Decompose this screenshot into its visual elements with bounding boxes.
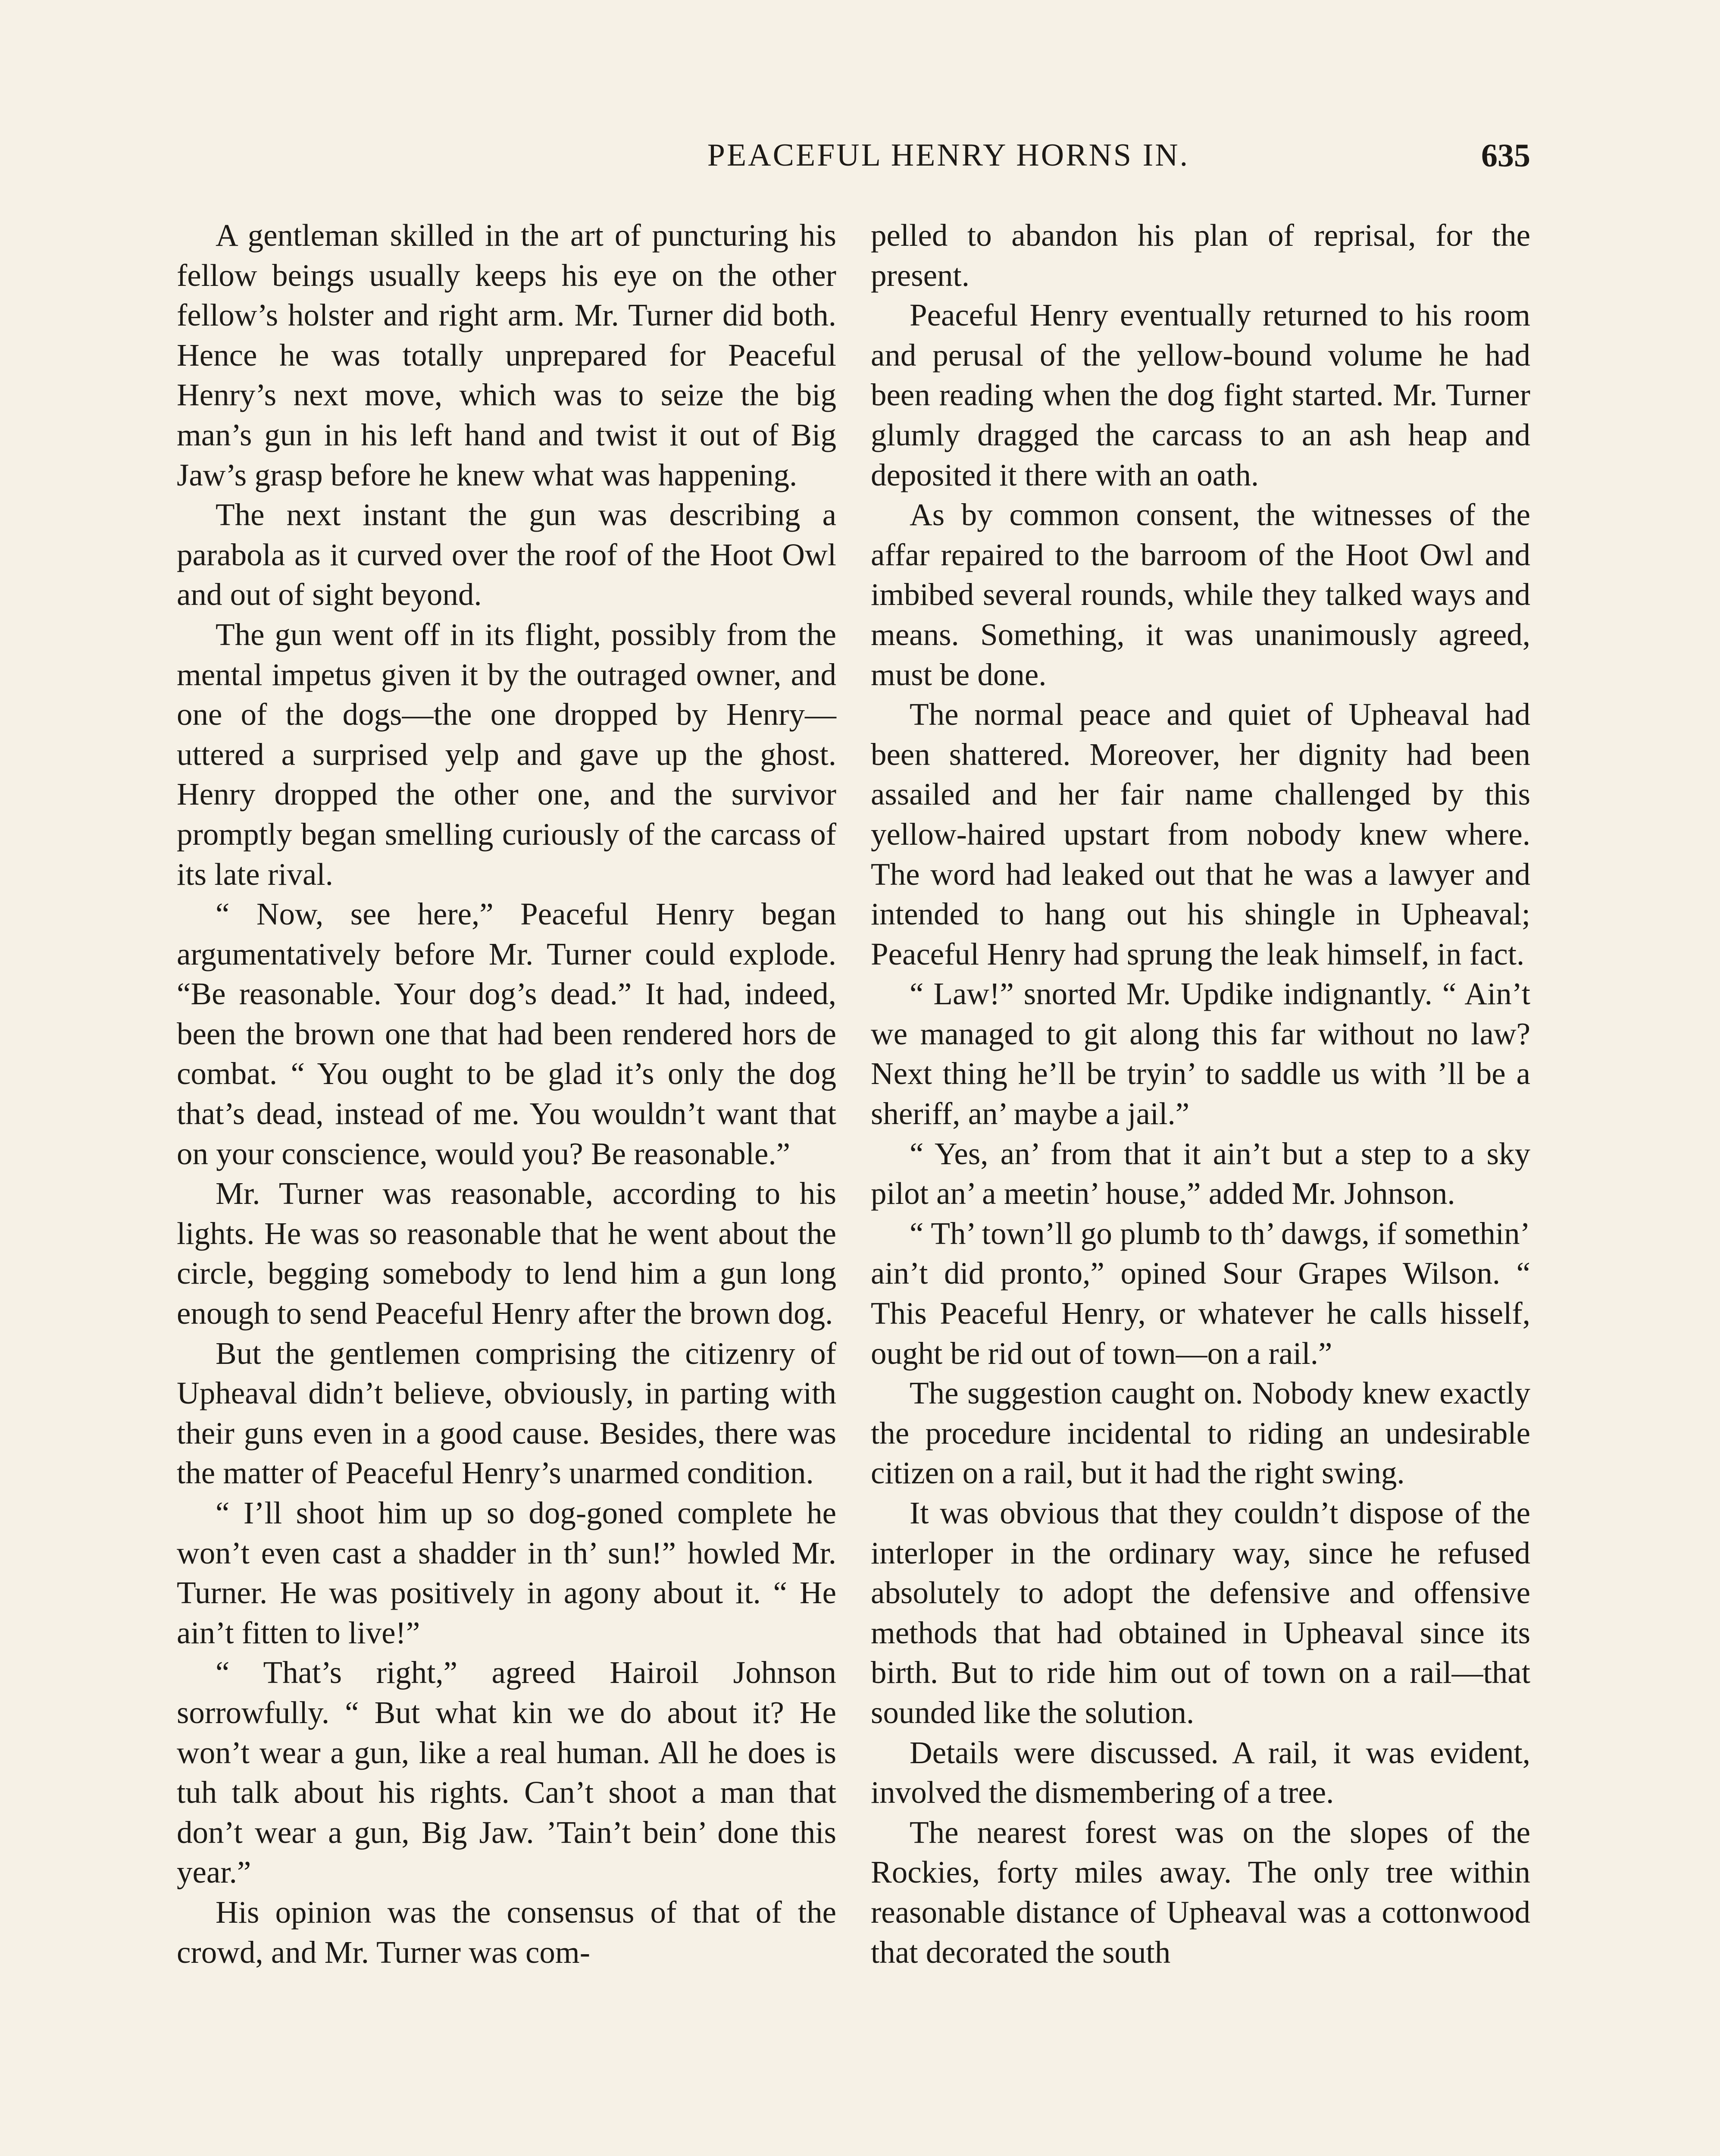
paragraph: The gun went off in its flight, possibly from the mental impetus given it by the outraged owner, and one of the dogs—the one dropped by Henry—uttered a surprised yelp and gave up the ghost. Henry dropped the other one, and the survivor promptly began smelling curiously of the carcass of its late rival. [177, 617, 836, 892]
paragraph: “ That’s right,” agreed Hairoil Johnson sorrowfully. “ But what kin we do about it? He won’t wear a gun, like a real human. All he does is tuh talk about his rights. Can’t shoot a man that don’t wear a gun, Big Jaw. ’Tain’t bein’ done this year.” [177, 1655, 836, 1890]
paragraph: His opinion was the consensus of that of the crowd, and Mr. Turner was com- [177, 1894, 836, 1970]
paragraph: It was obvious that they couldn’t dispose of the interloper in the ordinary way, since he refused absolutely to adopt the defensive and offensive methods that had obtained in Upheaval since its birth. But to ride him out of town on a rail—that sounded like the solution. [871, 1495, 1530, 1730]
paragraph: But the gentlemen comprising the citizenry of Upheaval didn’t believe, obviously, in parting with their guns even in a good cause. Besides, there was the matter of Peaceful Henry’s unarmed condition. [177, 1335, 836, 1491]
paragraph: Peaceful Henry eventually returned to his room and perusal of the yellow-bound volume he had been reading when the dog fight started. Mr. Turner glumly dragged the carcass to an ash heap and deposited it there with an oath. [871, 298, 1530, 492]
left-column [177, 216, 836, 1972]
paragraph: Details were discussed. A rail, it was evident, involved the dismembering of a tree. [871, 1735, 1530, 1810]
paragraph: A gentleman skilled in the art of puncturing his fellow beings usually keeps his eye on the other fellow’s holster and right arm. Mr. Turner did both. Hence he was totally unprepared for Peaceful Henry’s next move, which was to seize the big man’s gun in his left hand and twist it out of Big Jaw’s grasp before he knew what was happening. [177, 218, 836, 492]
paragraph: “ Law!” snorted Mr. Updike indignantly. “ Ain’t we managed to git along this far without no law? Next thing he’ll be tryin’ to saddle us with ’ll be a sheriff, an’ maybe a jail.” [871, 976, 1530, 1131]
paragraph: The next instant the gun was describing a parabola as it curved over the roof of the Hoot Owl and out of sight beyond. [177, 497, 836, 612]
paragraph: “ Now, see here,” Peaceful Henry began argumentatively before Mr. Turner could explode. “Be reasonable. Your dog’s dead.” It had, indeed, been the brown one that had been rendered hors de combat. “ You ought to be glad it’s only the dog that’s dead, instead of me. You wouldn’t want that on your conscience, would you? Be reasonable.” [177, 896, 836, 1171]
paragraph: The suggestion caught on. Nobody knew exactly the procedure incidental to riding an undesirable citizen on a rail, but it had the right swing. [871, 1376, 1530, 1491]
right-column [871, 216, 1530, 1972]
page-number: 635 [1481, 138, 1530, 174]
paragraph: “ Yes, an’ from that it ain’t but a step to a sky pilot an’ a meetin’ house,” added Mr. Johnson. [871, 1136, 1530, 1211]
paragraph: As by common consent, the witnesses of the affar repaired to the barroom of the Hoot Owl and imbibed several rounds, while they talked ways and means. Something, it was unanimously agreed, must be done. [871, 497, 1530, 692]
running-head: PEACEFUL HENRY HORNS IN. [707, 138, 1190, 173]
paragraph: Mr. Turner was reasonable, according to his lights. He was so reasonable that he went about the circle, begging somebody to lend him a gun long enough to send Peaceful Henry after the brown dog. [177, 1176, 836, 1331]
paragraph: The normal peace and quiet of Upheaval had been shattered. Moreover, her dignity had been assailed and her fair name challenged by this yellow-haired upstart from nobody knew where. The word had leaked out that he was a lawyer and intended to hang out his shingle in Upheaval; Peaceful Henry had sprung the leak himself, in fact. [871, 697, 1530, 971]
paragraph: “ I’ll shoot him up so dog-goned complete he won’t even cast a shadder in th’ sun!” howled Mr. Turner. He was positively in agony about it. “ He ain’t fitten to live!” [177, 1495, 836, 1650]
paragraph: The nearest forest was on the slopes of the Rockies, forty miles away. The only tree within reasonable distance of Upheaval was a cottonwood that decorated the south [871, 1814, 1530, 1970]
page-header [172, 137, 1530, 189]
paragraph-continuation: pelled to abandon his plan of reprisal, for the present. [871, 218, 1530, 293]
paragraph: “ Th’ town’ll go plumb to th’ dawgs, if somethin’ ain’t did pronto,” opined Sour Grapes Wilson. “ This Peaceful Henry, or whatever he calls hisself, ought be rid out of town—on a rail.” [871, 1216, 1530, 1371]
